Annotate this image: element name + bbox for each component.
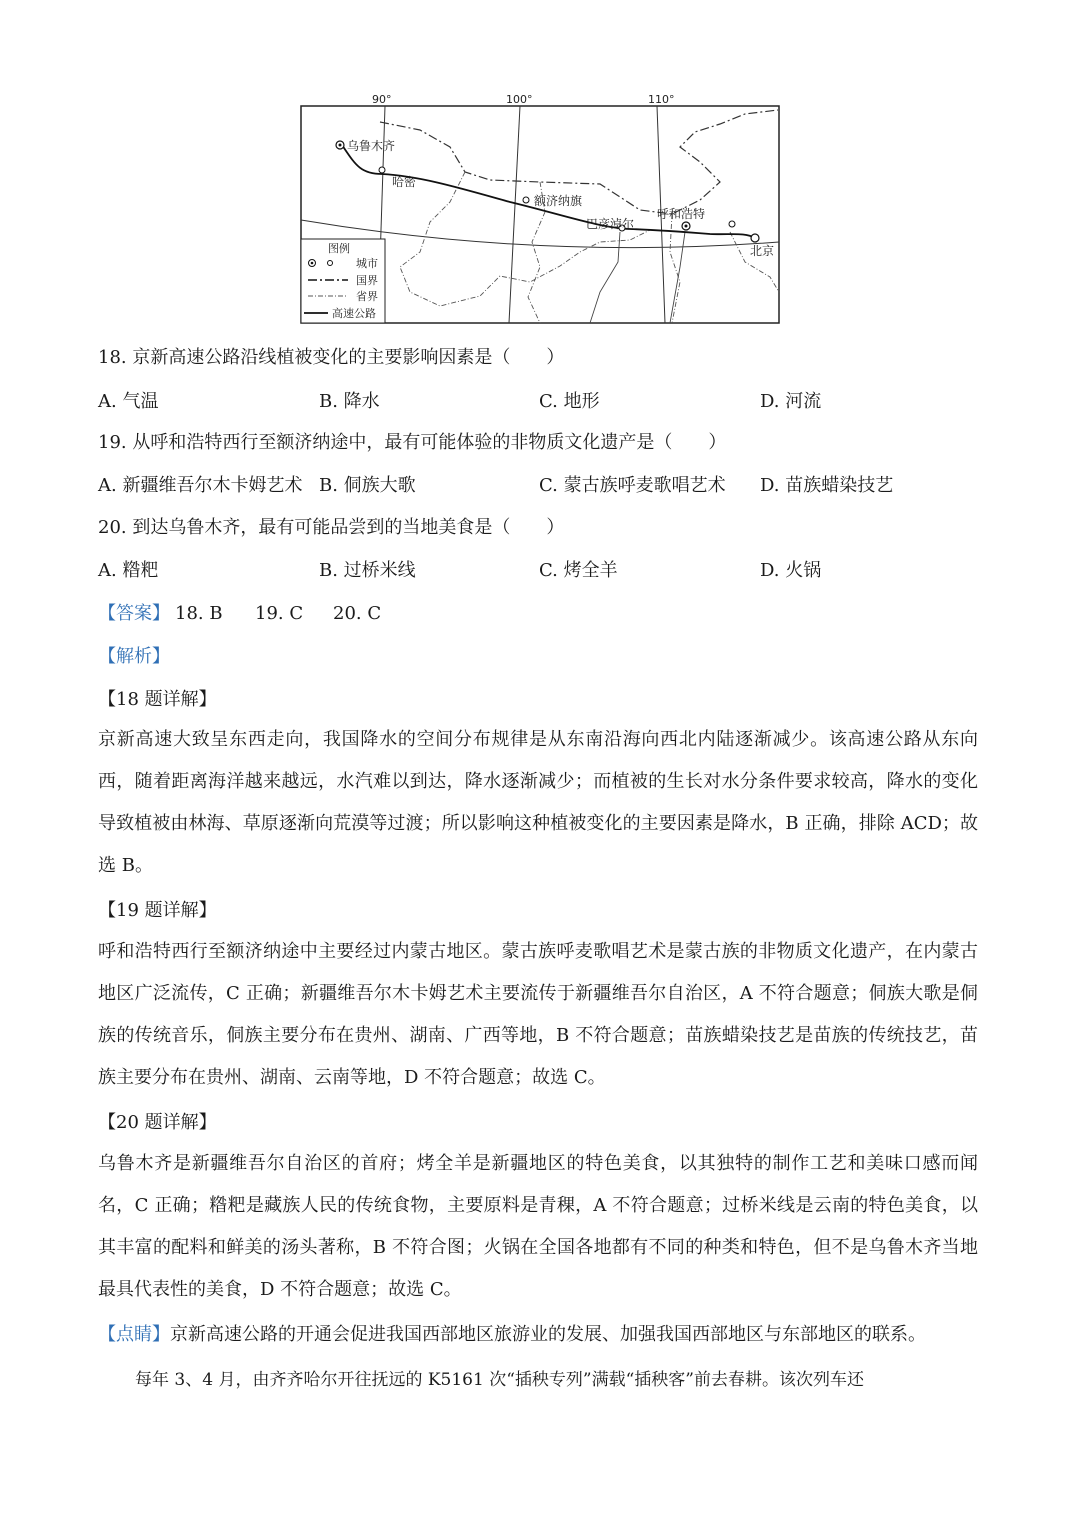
q20-option-d[interactable]: D. 火锅 (760, 560, 822, 581)
legend-city-label: 城市 (356, 257, 378, 270)
detail-20-text: 乌鲁木齐是新疆维吾尔自治区的首府；烤全羊是新疆地区的特色美食，以其独特的制作工艺和美味口感而闻名，C 正确；糌粑是藏族人民的传统食物，主要原料是青稞，A 不符合题意；过桥米线是云南的特色美食，以其丰富的配料和鲜美的汤头著称，B 不符合图；火锅在全国各地都有不同的种类和特色，但不是乌鲁木齐当地最具代表性的美食，D 不符合题意；故选 C。 (98, 1153, 978, 1300)
highway-map-svg (300, 92, 780, 324)
q20-option-b[interactable]: B. 过桥米线 (319, 560, 416, 581)
analysis-label: 【解析】 (98, 646, 170, 667)
legend-provincial-border-label: 省界 (356, 290, 378, 303)
longitude-label-100: 100° (506, 93, 533, 106)
q19-option-d[interactable]: D. 苗族蜡染技艺 (760, 475, 894, 496)
detail-19-heading: 【19 题详解】 (98, 900, 217, 921)
city-label-hohhot: 呼和浩特 (657, 207, 706, 221)
q19-option-c[interactable]: C. 蒙古族呼麦歌唱艺术 (539, 475, 726, 496)
answer-label: 【答案】 (98, 603, 170, 624)
q18-option-c[interactable]: C. 地形 (539, 391, 600, 412)
q18-option-a[interactable]: A. 气温 (98, 391, 159, 412)
answer-line (98, 602, 382, 626)
legend-national-border-label: 国界 (356, 274, 378, 287)
tip-label: 【点睛】 (98, 1324, 170, 1345)
q20-option-a[interactable]: A. 糌粑 (98, 560, 159, 581)
legend-highway-label: 高速公路 (332, 307, 376, 320)
answer-18: 18. B (175, 603, 223, 624)
legend-title: 图例 (328, 242, 350, 255)
q19-option-b[interactable]: B. 侗族大歌 (319, 475, 416, 496)
meridian-100 (509, 106, 520, 323)
detail-19-text: 呼和浩特西行至额济纳途中主要经过内蒙古地区。蒙古族呼麦歌唱艺术是蒙古族的非物质文化遗产，在内蒙古地区广泛流传，C 正确；新疆维吾尔木卡姆艺术主要流传于新疆维吾尔自治区，A 不符合题意；侗族大歌是侗族的传统音乐，侗族主要分布在贵州、湖南、广西等地，B 不符合题意；苗族蜡染技艺是苗族的传统技艺，苗族主要分布在贵州、湖南、云南等地，D 不符合题意；故选 C。 (98, 941, 978, 1088)
detail-20-heading: 【20 题详解】 (98, 1112, 217, 1133)
highway-route (342, 145, 755, 238)
city-label-bayannur: 巴彦淖尔 (586, 217, 635, 231)
river-2 (670, 232, 685, 323)
city-label-urumqi: 乌鲁木齐 (347, 139, 396, 153)
answer-19: 19. C (255, 603, 304, 624)
city-ejina-marker (523, 197, 529, 203)
q18-option-d[interactable]: D. 河流 (760, 391, 822, 412)
city-label-beijing: 北京 (750, 244, 775, 258)
longitude-label-90: 90° (372, 93, 392, 106)
question-19-stem: 19. 从呼和浩特西行至额济纳途中，最有可能体验的非物质文化遗产是（ ） (98, 432, 727, 453)
question-18-stem: 18. 京新高速公路沿线植被变化的主要影响因素是（ ） (98, 347, 565, 368)
city-hami-marker (379, 167, 385, 173)
city-label-hami: 哈密 (392, 175, 417, 189)
tip-line (98, 1323, 926, 1347)
highway-map-figure (300, 92, 780, 324)
city-hohhot-dot (685, 225, 688, 228)
next-question-text: 每年 3、4 月，由齐齐哈尔开往抚远的 K5161 次“插秧专列”满载“插秧客”前去春耕。该次列车还 (135, 1370, 864, 1390)
detail-18-heading: 【18 题详解】 (98, 689, 217, 710)
city-urumqi-dot (339, 144, 342, 147)
longitude-label-110: 110° (648, 93, 675, 106)
answer-20: 20. C (333, 603, 382, 624)
tip-text: 京新高速公路的开通会促进我国西部地区旅游业的发展、加强我国西部地区与东部地区的联系。 (170, 1324, 926, 1345)
question-20-stem: 20. 到达乌鲁木齐，最有可能品尝到的当地美食是（ ） (98, 517, 565, 538)
city-beijing-marker (751, 234, 759, 242)
q20-option-c[interactable]: C. 烤全羊 (539, 560, 618, 581)
q19-option-a[interactable]: A. 新疆维吾尔木卡姆艺术 (98, 475, 303, 496)
river-1 (590, 232, 620, 323)
city-midpoint-marker (729, 221, 735, 227)
legend-city-symbol (328, 261, 333, 266)
detail-18-text: 京新高速大致呈东西走向，我国降水的空间分布规律是从东南沿海向西北内陆逐渐减少。该高速公路从东向西，随着距离海洋越来越远，水汽难以到达，降水逐渐减少；而植被的生长对水分条件要求较高，降水的变化导致植被由林海、草原逐渐向荒漠等过渡；所以影响这种植被变化的主要因素是降水，B 正确，排除 ACD；故选 B。 (98, 729, 978, 876)
legend-capital-dot (311, 262, 314, 265)
q18-option-b[interactable]: B. 降水 (319, 391, 380, 412)
city-label-ejina: 额济纳旗 (534, 194, 583, 208)
